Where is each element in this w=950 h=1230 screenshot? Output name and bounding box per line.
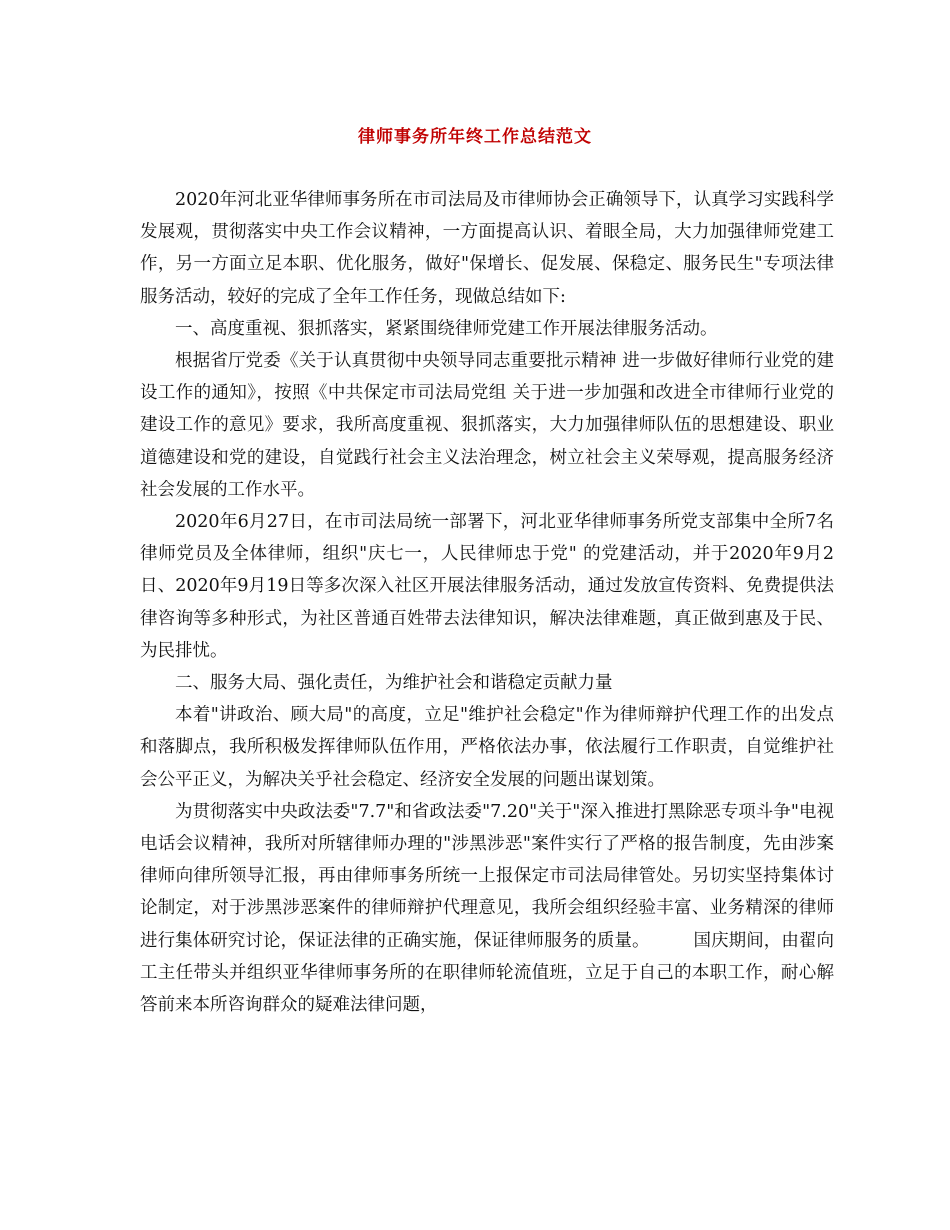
paragraph: 本着"讲政治、顾大局"的高度，立足"维护社会稳定"作为律师辩护代理工作的出发点和落脚点，我所积极发挥律师队伍作用，严格依法办事，依法履行工作职责，自觉维护社会公平正义，为解决关乎社会稳定、经济安全发展的问题出谋划策。 — [140, 705, 834, 790]
paragraph: 为贯彻落实中央政法委"7.7"和省政法委"7.20"关于"深入推进打黑除恶专项斗争"电视电话会议精神，我所对所辖律师办理的"涉黑涉恶"案件实行了严格的报告制度，先由涉案律师向律所领导汇报，再由律师事务所统一上报保定市司法局律管处。另切实坚持集体讨论制定，对于涉黑涉恶案件的律师辩护代理意见，我所会组织经验丰富、业务精深的律师进行集体研究讨论，保证法律的正确实施，保证律师服务的质量。 国庆期间，由翟向工主任带头并组织亚华律师事务所的在职律师轮流值班，立足于自己的本职工作，耐心解答前来本所咨询群众的疑难法律问题， — [140, 801, 834, 1016]
section-heading-1: 一、高度重视、狠抓落实，紧紧围绕律师党建工作开展法律服务活动。 — [175, 318, 718, 339]
paragraph: 2020年6月27日，在市司法局统一部署下，河北亚华律师事务所党支部集中全所7名律师党员及全体律师，组织"庆七一，人民律师忠于党" 的党建活动，并于2020年9月2日、2020年9月19日等多次深入社区开展法律服务活动，通过发放宣传资料、免费提供法律咨询等多种形式，为社区普通百姓带去法律知识，解决法律难题，真正做到惠及于民、为民排忧。 — [140, 512, 834, 661]
paragraph: 根据省厅党委《关于认真贯彻中央领导同志重要批示精神 进一步做好律师行业党的建设工作的通知》，按照《中共保定市司法局党组 关于进一步加强和改进全市律师行业党的建设工作的意见》要求，我所高度重视、狠抓落实，大力加强律师队伍的思想建设、职业道德建设和党的建设，自觉践行社会主义法治理念，树立社会主义荣辱观，提高服务经济社会发展的工作水平。 — [140, 351, 834, 500]
paragraph-intro: 2020年河北亚华律师事务所在市司法局及市律师协会正确领导下，认真学习实践科学发展观，贯彻落实中央工作会议精神，一方面提高认识、着眼全局，大力加强律师党建工作，另一方面立足本职、优化服务，做好"保增长、促发展、保稳定、服务民生"专项法律服务活动，较好的完成了全年工作任务，现做总结如下: — [140, 190, 834, 307]
section-heading-2: 二、服务大局、强化责任，为维护社会和谐稳定贡献力量 — [175, 673, 613, 694]
document-body — [140, 184, 834, 1021]
document-title: 律师事务所年终工作总结范文 — [358, 127, 592, 147]
